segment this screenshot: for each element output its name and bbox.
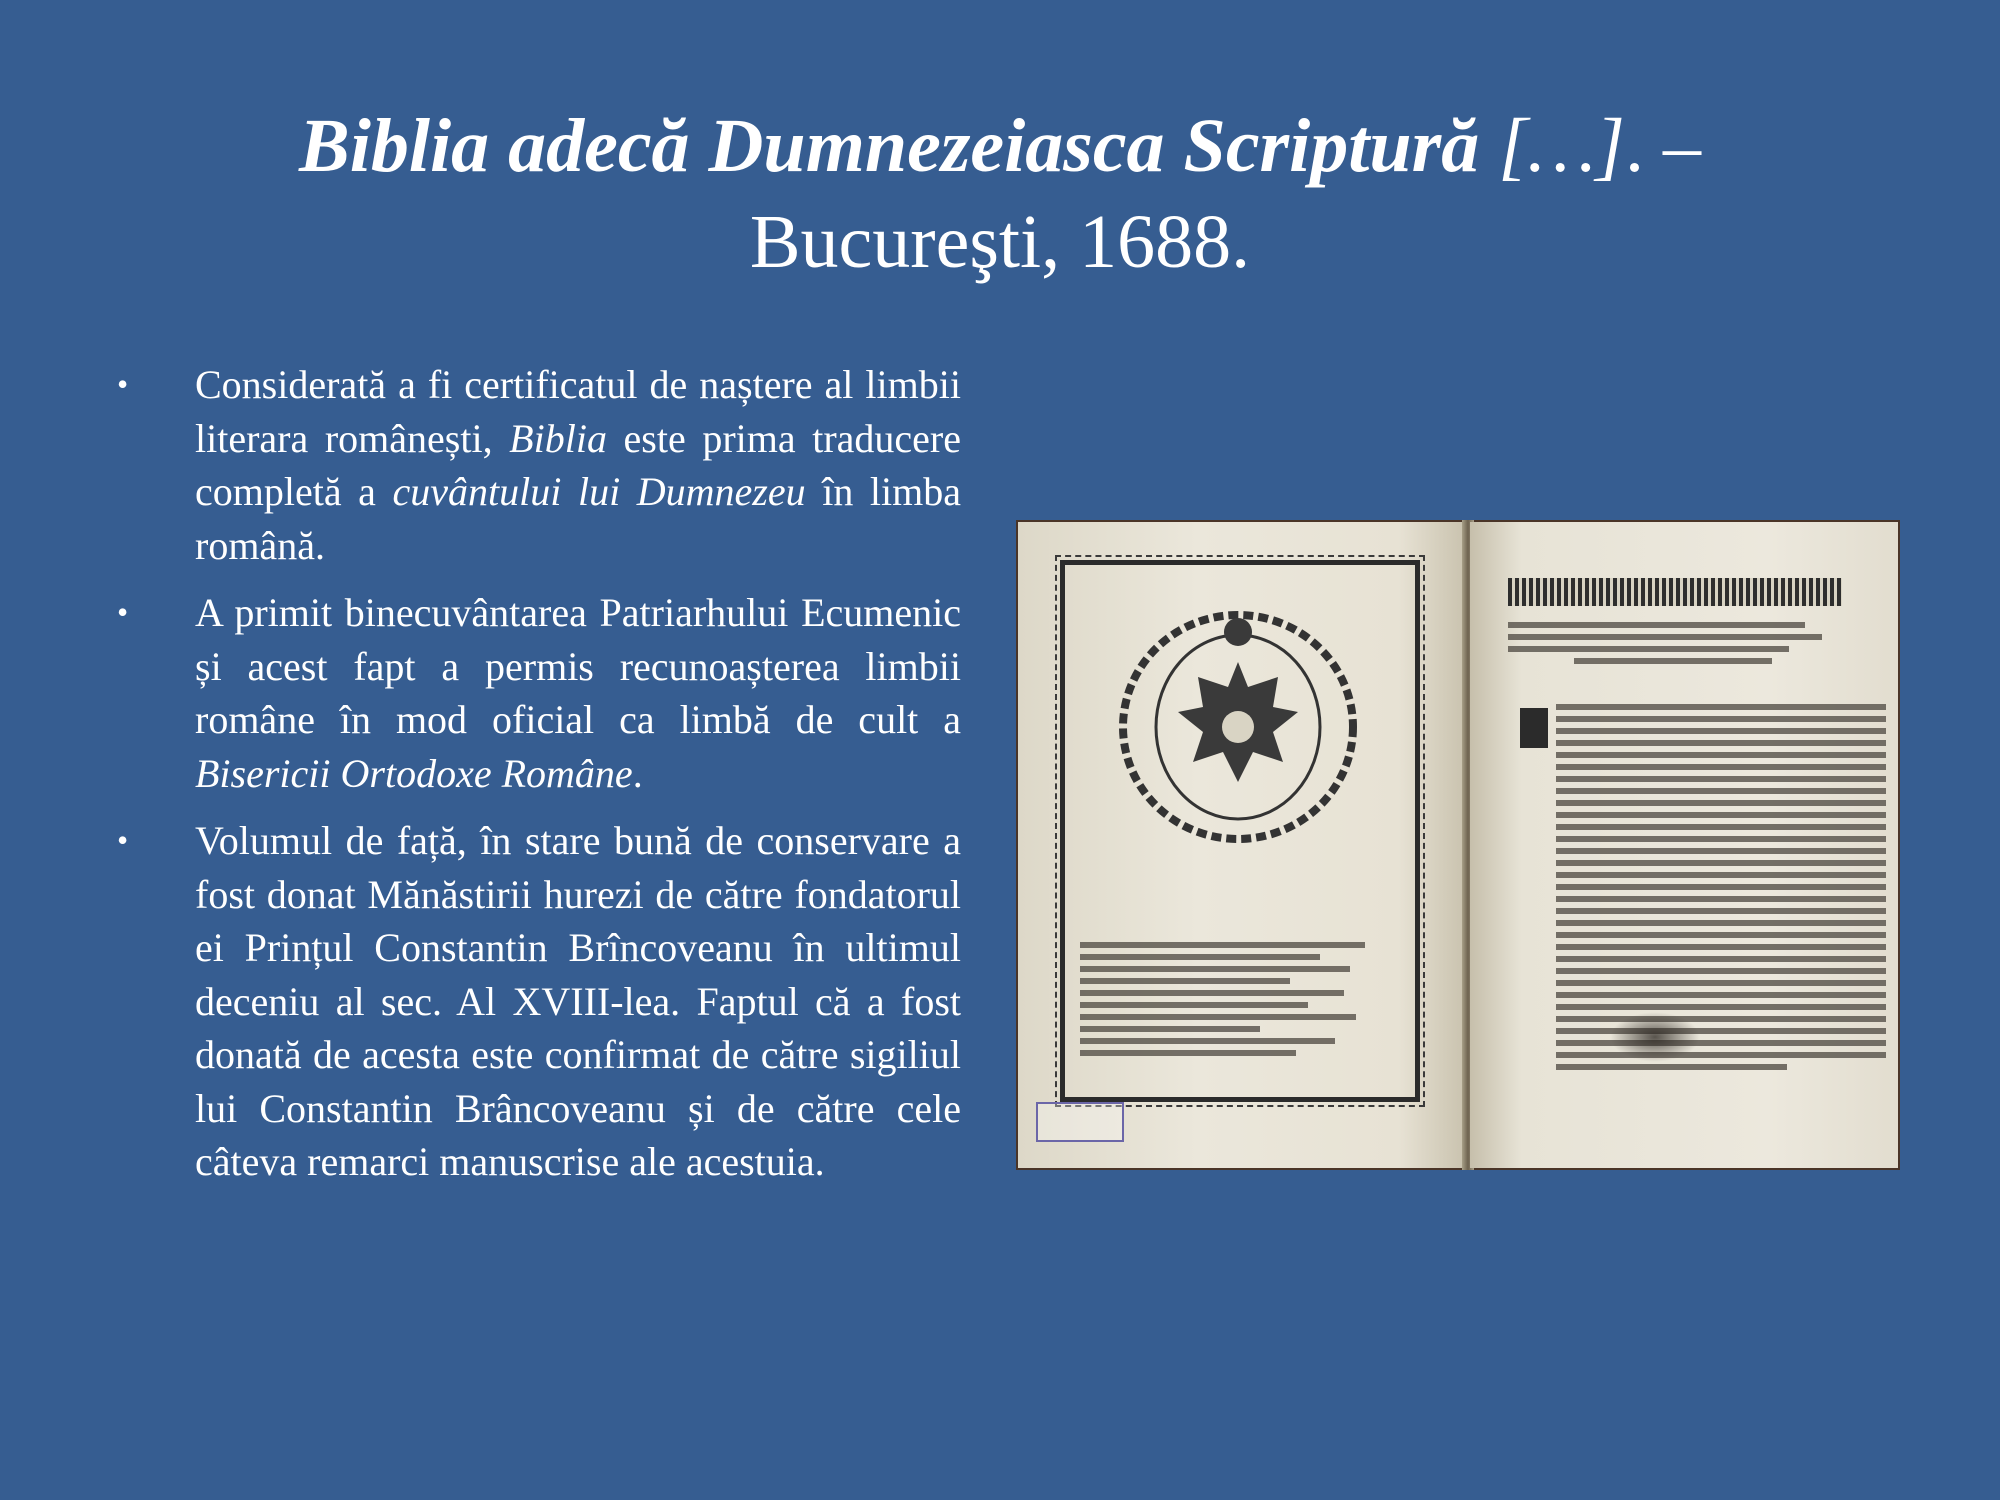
title-line-1 (100, 98, 1900, 194)
ink-stain (1610, 1012, 1700, 1062)
title-ellipsis: […] (1479, 104, 1625, 188)
bullet-dot-icon: • (117, 822, 129, 858)
bullet-text: Volumul de față, în stare bună de conservare a fost donat Mănăstirii hurezi de către fondatorul ei Prințul Constantin Brîncoveanu în ultimul deceniu al sec. Al XVIII-lea. Faptul că a fost donată de acesta este confirmat de către sigiliul lui Constantin Brâncoveanu și de către cele câteva remarci manuscrise ale acestuia. (195, 818, 961, 1184)
drop-cap (1520, 708, 1548, 748)
right-page (1470, 522, 1898, 1168)
ornamental-header (1508, 578, 1842, 606)
coat-of-arms-icon (1098, 592, 1378, 852)
bullet-list (115, 358, 961, 1203)
bullet-item (115, 586, 961, 800)
right-page-text (1508, 622, 1838, 670)
bullet-dot-icon: • (117, 366, 129, 402)
bullet-item (115, 358, 961, 572)
bullet-text: Considerată a fi certificatul de naștere al limbii literara românești, (195, 362, 961, 461)
open-book-photo (1016, 520, 1900, 1170)
bullet-text: A primit binecuvântarea Patriarhului Ecumenic și acest fapt a permis recunoașterea limbii române în mod oficial ca limbă de cult a (195, 590, 961, 742)
left-page-text (1080, 942, 1380, 1062)
slide-title (100, 98, 1900, 290)
bullet-text: . (632, 750, 643, 796)
bullet-item (115, 814, 961, 1189)
bullet-italic-text: Biblia (509, 415, 607, 461)
bullet-italic-text: cuvântului lui Dumnezeu (392, 469, 806, 514)
bullet-text: este prima traducere completă a (195, 415, 961, 514)
title-place-year: Bucureşti, 1688. (749, 200, 1251, 284)
left-page (1018, 522, 1466, 1168)
bullet-italic-text: Bisericii Ortodoxe Române (195, 750, 633, 796)
library-stamp (1036, 1102, 1124, 1142)
bullet-dot-icon: • (117, 594, 129, 630)
title-book-name: Biblia adecă Dumnezeiasca Scriptură (299, 104, 1480, 188)
bullet-text: în limba română. (195, 469, 961, 568)
right-page-body (1556, 704, 1886, 1076)
title-dash: . – (1624, 104, 1701, 188)
